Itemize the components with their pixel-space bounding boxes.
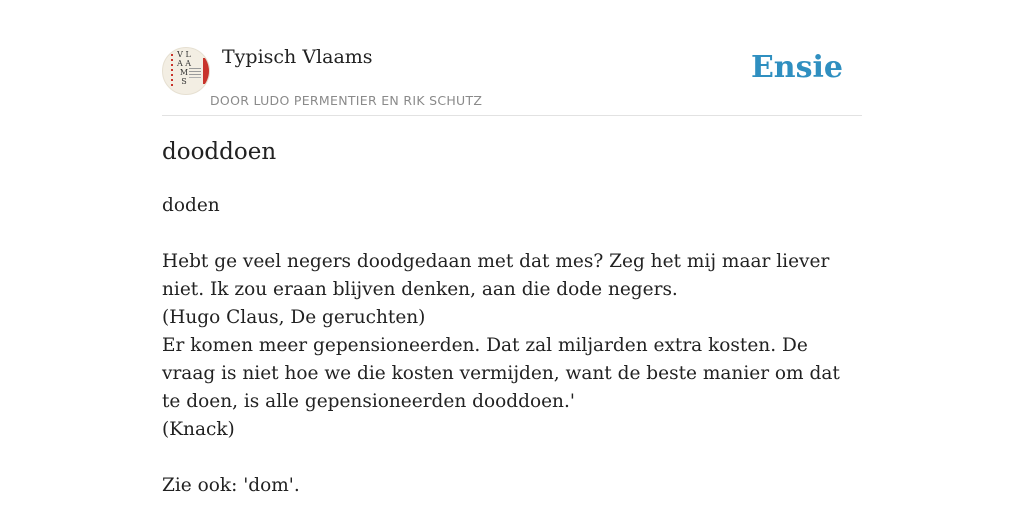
entry-body bbox=[162, 192, 862, 500]
publication-avatar[interactable] bbox=[162, 47, 210, 95]
page bbox=[162, 0, 862, 496]
header bbox=[162, 0, 862, 116]
avatar-decoration bbox=[171, 54, 173, 88]
quote-2-source: (Knack) bbox=[162, 419, 235, 440]
brand-logo[interactable]: Ensie bbox=[750, 50, 843, 85]
avatar-text-lines bbox=[189, 68, 201, 69]
entry-definition: doden bbox=[162, 195, 220, 216]
avatar-red-band bbox=[203, 58, 209, 84]
entry-title: dooddoen bbox=[162, 139, 277, 165]
publication-title[interactable]: Typisch Vlaams bbox=[222, 46, 373, 68]
quote-1: Hebt ge veel negers doodgedaan met dat mes? Zeg het mij maar liever niet. Ik zou eraan blijven denken, aan die dode negers. bbox=[162, 251, 830, 300]
quote-2: Er komen meer gepensioneerden. Dat zal miljarden extra kosten. De vraag is niet hoe we die kosten vermijden, want de beste manier om dat te doen, is alle gepensioneerden dooddoen.' bbox=[162, 335, 840, 412]
quote-1-source: (Hugo Claus, De geruchten) bbox=[162, 307, 426, 328]
avatar-letters: V L A A M S bbox=[176, 50, 192, 86]
see-also-link[interactable]: Zie ook: 'dom'. bbox=[162, 475, 300, 496]
byline: DOOR LUDO PERMENTIER EN RIK SCHUTZ bbox=[210, 93, 483, 108]
